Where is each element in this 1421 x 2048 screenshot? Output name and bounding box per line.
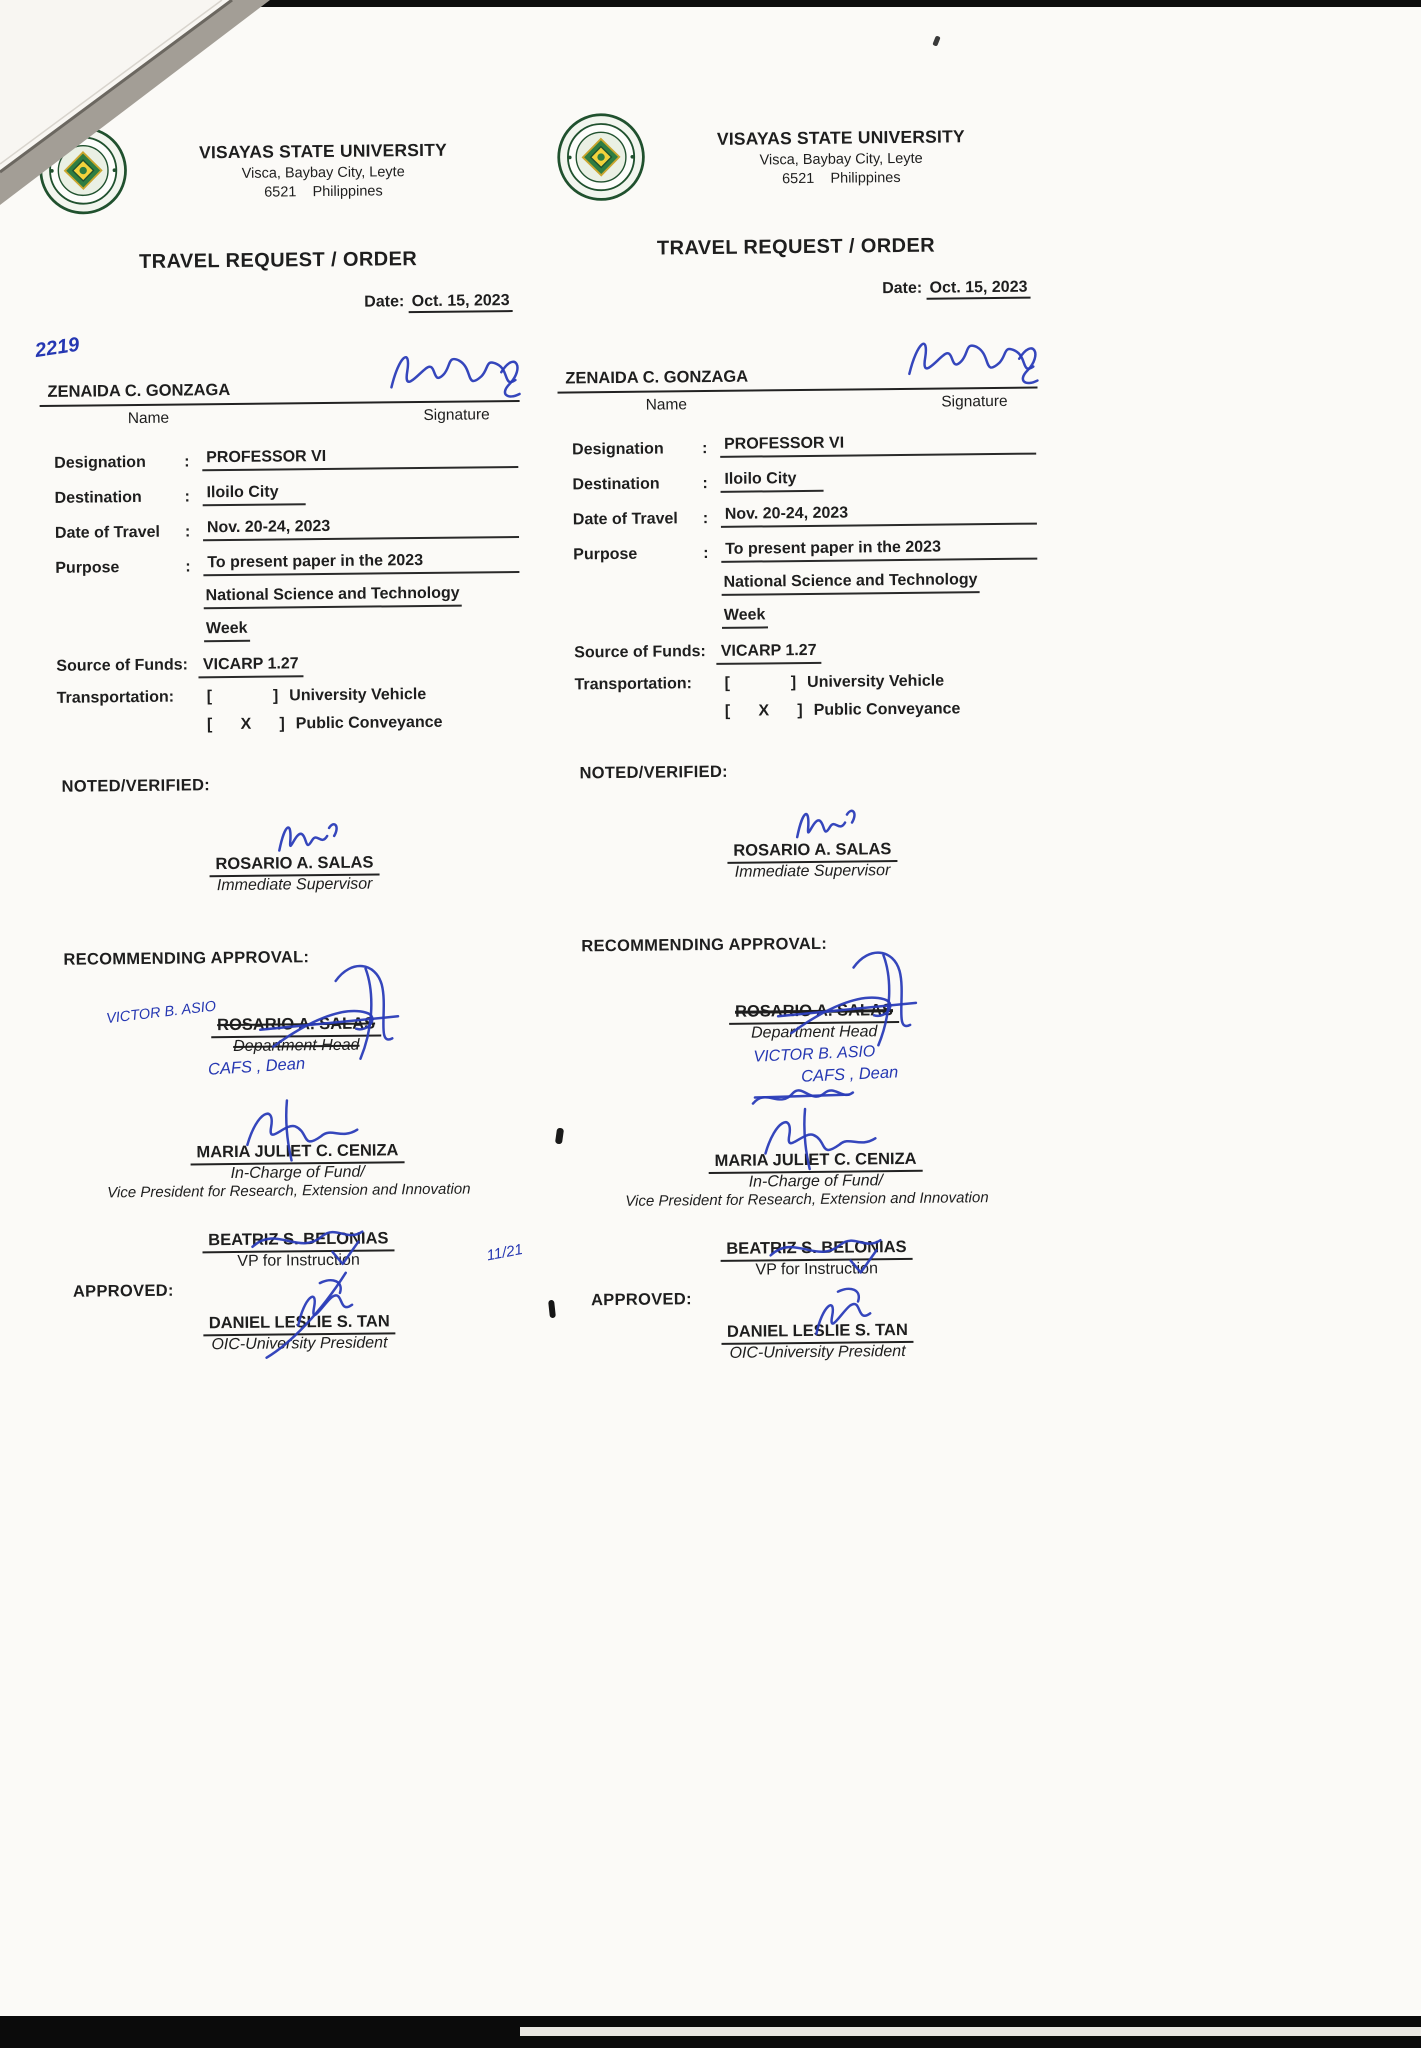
supervisor-signature-ink bbox=[783, 792, 874, 853]
travel-request-form-right bbox=[555, 107, 1048, 1365]
ceniza-signature-ink bbox=[747, 1100, 898, 1174]
destination-row bbox=[40, 479, 520, 508]
travel-date-row bbox=[559, 501, 1039, 530]
funds-label: Source of Funds: bbox=[56, 656, 189, 675]
colon: : bbox=[184, 488, 191, 506]
destination-label: Destination bbox=[54, 488, 142, 507]
source-of-funds-row bbox=[42, 653, 522, 680]
president-name: DANIEL LESLIE S. TAN bbox=[721, 1321, 914, 1345]
noted-signoff-block bbox=[562, 839, 1042, 884]
funds-value: VICARP 1.27 bbox=[198, 655, 304, 678]
supervisor-name: ROSARIO A. SALAS bbox=[727, 840, 897, 864]
public-conveyance-checkbox: [ X ] bbox=[206, 715, 286, 734]
university-address: Visca, Baybay City, Leyte bbox=[759, 150, 923, 169]
colon: : bbox=[703, 545, 709, 563]
applicant-signature-ink bbox=[381, 338, 532, 418]
applicant-signature-ink bbox=[899, 324, 1050, 404]
handwritten-sheet-number: 2219 bbox=[33, 333, 81, 363]
belonias-name: BEATRIZ S. BELONIAS bbox=[202, 1229, 395, 1253]
recommending-approval-label: RECOMMENDING APPROVAL: bbox=[63, 948, 310, 969]
date-label: Date: bbox=[364, 293, 405, 311]
noted-signoff-block bbox=[44, 852, 524, 897]
university-seal-logo bbox=[555, 111, 648, 209]
ceniza-title-1: In-Charge of Fund/ bbox=[230, 1163, 365, 1183]
public-conveyance-option: Public Conveyance bbox=[295, 713, 443, 733]
applicant-name: ZENAIDA C. GONZAGA bbox=[565, 367, 749, 388]
travel-date-label: Date of Travel bbox=[54, 523, 160, 542]
president-title: OIC-University President bbox=[729, 1342, 906, 1362]
letterhead bbox=[647, 126, 1036, 189]
handwritten-victor-asio: VICTOR B. ASIO bbox=[753, 1043, 876, 1066]
university-vehicle-checkbox: [ ] bbox=[206, 687, 280, 706]
department-head-signature-ink bbox=[247, 950, 418, 1077]
colon: : bbox=[184, 453, 190, 471]
travel-date-row bbox=[41, 514, 521, 543]
handwritten-cafs-dean: CAFS , Dean bbox=[800, 1063, 899, 1086]
ceniza-name: MARIA JULIET C. CENIZA bbox=[190, 1141, 404, 1165]
tan-signature-ink bbox=[778, 1271, 899, 1372]
name-label: Name bbox=[127, 409, 170, 428]
handwritten-cafs-dean: CAFS , Dean bbox=[207, 1054, 306, 1079]
public-conveyance-checkbox: [ X ] bbox=[724, 702, 804, 720]
colon: : bbox=[185, 558, 191, 576]
purpose-line2: National Science and Technology bbox=[204, 585, 462, 610]
designation-value: PROFESSOR VI bbox=[720, 433, 1036, 458]
university-vehicle-option: University Vehicle bbox=[807, 672, 945, 691]
transportation-label: Transportation: bbox=[56, 688, 175, 707]
purpose-continuation bbox=[559, 571, 1039, 598]
destination-value: Iloilo City bbox=[720, 470, 823, 493]
purpose-label: Purpose bbox=[55, 559, 120, 577]
date-row bbox=[38, 292, 518, 315]
funds-value: VICARP 1.27 bbox=[716, 642, 822, 665]
transportation-row-2 bbox=[43, 713, 523, 736]
transportation-row-1 bbox=[560, 672, 1040, 695]
colon: : bbox=[184, 523, 191, 541]
form-header bbox=[555, 107, 1036, 209]
purpose-line2: National Science and Technology bbox=[721, 571, 979, 596]
approved-label: APPROVED: bbox=[590, 1290, 692, 1310]
department-head-title: Department Head bbox=[233, 1036, 360, 1056]
purpose-line1: To present paper in the 2023 bbox=[203, 551, 519, 576]
purpose-continuation bbox=[42, 584, 522, 611]
university-name: VISAYAS STATE UNIVERSITY bbox=[716, 126, 965, 149]
ceniza-title-1: In-Charge of Fund/ bbox=[748, 1172, 884, 1191]
destination-label: Destination bbox=[572, 475, 660, 494]
university-vehicle-option: University Vehicle bbox=[289, 685, 427, 705]
form-title: TRAVEL REQUEST / ORDER bbox=[138, 248, 418, 273]
travel-date-value: Nov. 20-24, 2023 bbox=[721, 503, 1037, 528]
president-name: DANIEL LESLIE S. TAN bbox=[203, 1312, 396, 1336]
ceniza-title-2: Vice President for Research, Extension and Innovation bbox=[107, 1180, 471, 1202]
fund-incharge-block bbox=[47, 1140, 528, 1203]
ceniza-signature-ink bbox=[229, 1091, 380, 1165]
colon: : bbox=[702, 510, 709, 528]
tan-signature-ink bbox=[260, 1262, 381, 1363]
form-fields bbox=[558, 431, 1041, 723]
date-row bbox=[556, 279, 1036, 302]
president-block bbox=[567, 1320, 1047, 1365]
transportation-row-2 bbox=[561, 700, 1041, 723]
destination-row bbox=[558, 466, 1038, 495]
date-value: Oct. 15, 2023 bbox=[927, 279, 1031, 300]
source-of-funds-row bbox=[560, 640, 1040, 667]
supervisor-title: Immediate Supervisor bbox=[734, 862, 891, 881]
belonias-signature-ink bbox=[758, 1220, 909, 1277]
department-head-name: ROSARIO A. SALAS bbox=[211, 1014, 381, 1038]
funds-label: Source of Funds: bbox=[574, 643, 706, 662]
belonias-signature-ink bbox=[240, 1211, 391, 1268]
noted-verified-label: NOTED/VERIFIED: bbox=[579, 762, 729, 783]
designation-label: Designation bbox=[572, 440, 664, 459]
handwritten-victor-asio: VICTOR B. ASIO bbox=[105, 998, 217, 1028]
purpose-line1: To present paper in the 2023 bbox=[721, 538, 1037, 563]
purpose-continuation bbox=[42, 617, 522, 644]
belonias-title: VP for Instruction bbox=[237, 1251, 360, 1270]
university-postal: 6521 Philippines bbox=[781, 169, 901, 188]
designation-label: Designation bbox=[54, 453, 146, 472]
university-name: VISAYAS STATE UNIVERSITY bbox=[198, 139, 448, 163]
belonias-name: BEATRIZ S. BELONIAS bbox=[720, 1238, 913, 1262]
purpose-line3: Week bbox=[722, 606, 768, 628]
form-fields bbox=[40, 444, 523, 736]
name-signature-line bbox=[557, 345, 1037, 394]
approved-label: APPROVED: bbox=[72, 1281, 174, 1301]
folded-corner bbox=[0, 0, 320, 240]
belonias-title: VP for Instruction bbox=[755, 1260, 879, 1279]
date-label: Date: bbox=[882, 279, 923, 298]
purpose-continuation bbox=[560, 604, 1040, 631]
purpose-label: Purpose bbox=[573, 545, 638, 564]
department-head-block bbox=[46, 998, 527, 1079]
travel-date-value: Nov. 20-24, 2023 bbox=[203, 516, 519, 541]
destination-value: Iloilo City bbox=[202, 483, 305, 506]
university-vehicle-checkbox: [ ] bbox=[724, 674, 798, 692]
president-block bbox=[49, 1311, 529, 1356]
name-label: Name bbox=[645, 396, 688, 414]
supervisor-name: ROSARIO A. SALAS bbox=[209, 853, 379, 877]
designation-row bbox=[40, 444, 520, 473]
ceniza-name: MARIA JULIET C. CENIZA bbox=[708, 1150, 922, 1174]
department-head-name: ROSARIO A. SALAS bbox=[729, 1001, 899, 1025]
designation-row bbox=[558, 431, 1038, 460]
travel-request-form-left bbox=[33, 120, 530, 1356]
department-head-signature-ink bbox=[765, 937, 936, 1064]
noted-verified-label: NOTED/VERIFIED: bbox=[61, 776, 211, 796]
transportation-label: Transportation: bbox=[574, 675, 693, 694]
department-head-title: Department Head bbox=[750, 1023, 878, 1042]
department-head-block bbox=[564, 1000, 1045, 1088]
purpose-row bbox=[559, 536, 1039, 565]
name-signature-line bbox=[39, 358, 519, 407]
applicant-name: ZENAIDA C. GONZAGA bbox=[47, 381, 231, 401]
fund-incharge-block bbox=[565, 1149, 1046, 1212]
colon: : bbox=[702, 475, 708, 493]
signature-label: Signature bbox=[941, 392, 1008, 411]
university-postal: 6521 Philippines bbox=[264, 183, 383, 201]
supervisor-signature-ink bbox=[265, 806, 356, 867]
scanner-bottom-strip bbox=[520, 2027, 1421, 2036]
handwritten-date-note: 11/21 bbox=[484, 1240, 524, 1265]
form-title: TRAVEL REQUEST / ORDER bbox=[656, 234, 936, 260]
purpose-row bbox=[41, 549, 521, 578]
date-value: Oct. 15, 2023 bbox=[409, 292, 513, 313]
ceniza-title-2: Vice President for Research, Extension and Innovation bbox=[625, 1189, 989, 1210]
signature-label: Signature bbox=[423, 406, 490, 424]
designation-value: PROFESSOR VI bbox=[202, 446, 518, 471]
colon: : bbox=[702, 440, 708, 458]
recommending-approval-label: RECOMMENDING APPROVAL: bbox=[581, 934, 828, 956]
scanner-bottom-edge bbox=[0, 2016, 1421, 2048]
president-title: OIC-University President bbox=[211, 1334, 388, 1354]
supervisor-title: Immediate Supervisor bbox=[216, 875, 373, 895]
university-address: Visca, Baybay City, Leyte bbox=[241, 164, 405, 182]
transportation-row-1 bbox=[43, 685, 523, 708]
travel-date-label: Date of Travel bbox=[572, 510, 678, 529]
public-conveyance-option: Public Conveyance bbox=[813, 700, 961, 719]
purpose-line3: Week bbox=[204, 620, 250, 642]
